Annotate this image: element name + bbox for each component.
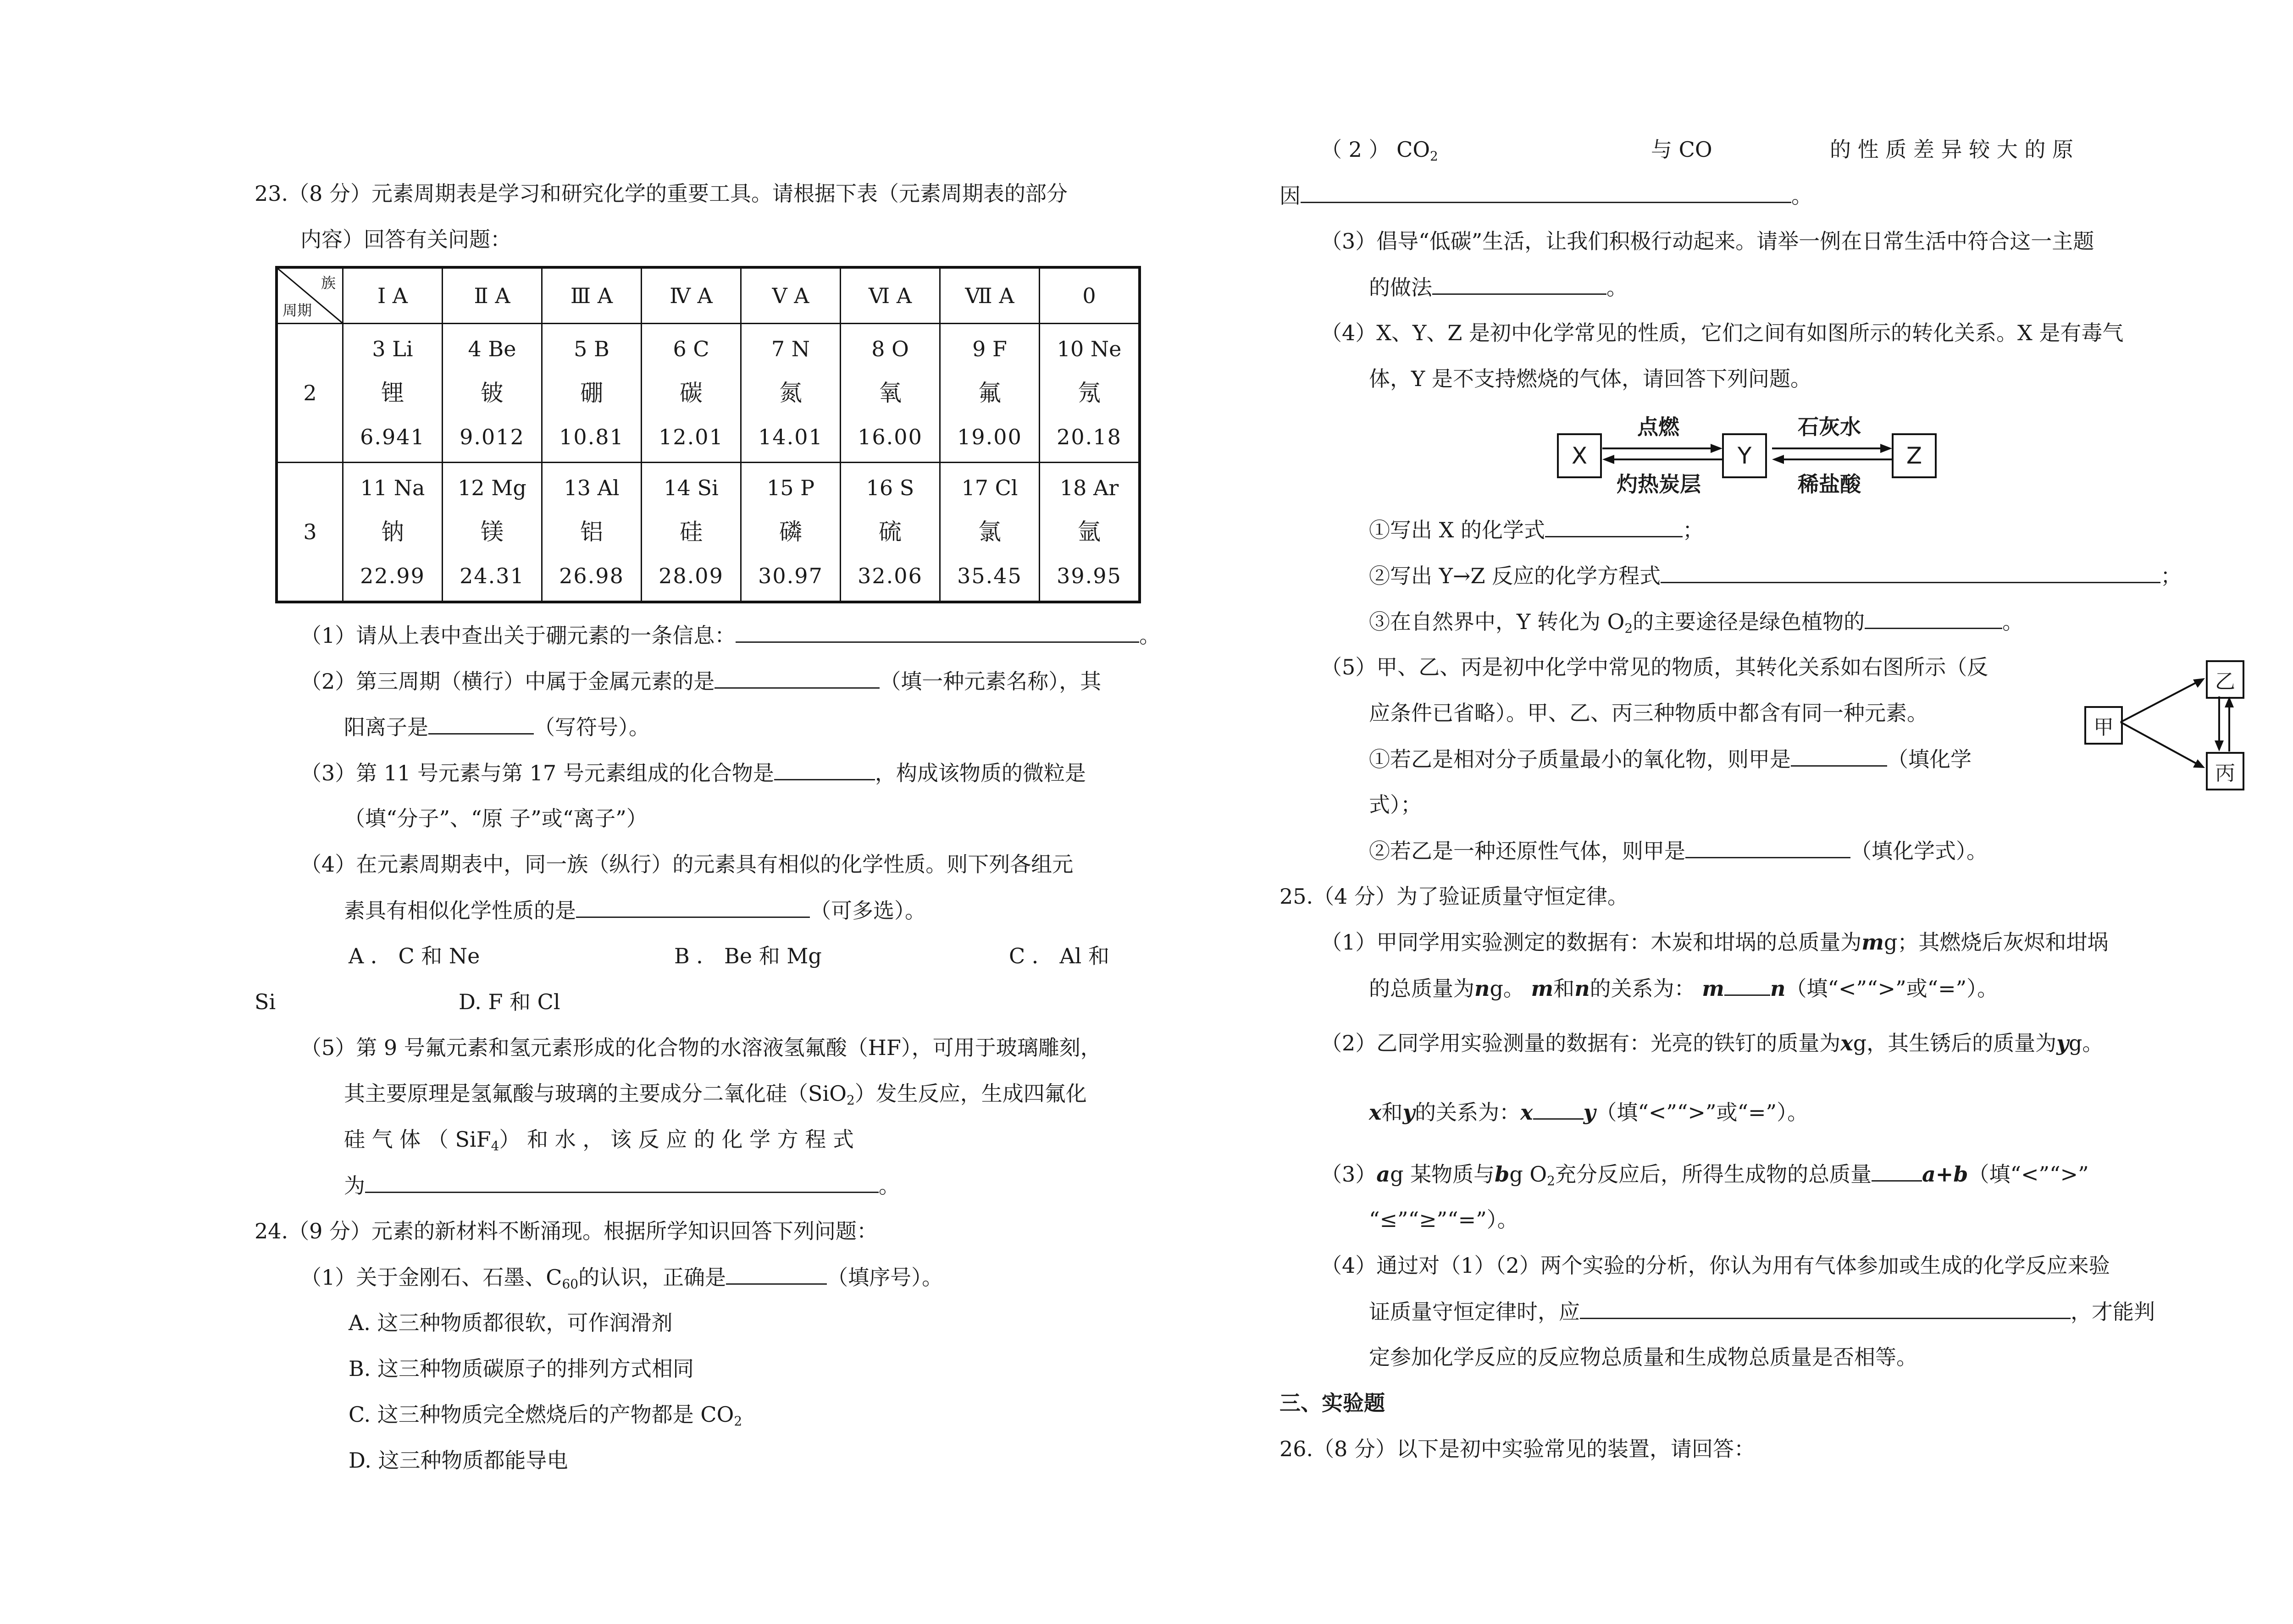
element-symbol: 7 N (771, 337, 810, 361)
answer-blank[interactable] (428, 713, 534, 735)
element-symbol: 3 Li (372, 337, 413, 361)
element-symbol: 4 Be (468, 337, 516, 361)
q25-stem: 25.（4 分）为了验证质量守恒定律。 (1279, 884, 1629, 909)
box-y: Y (1722, 433, 1767, 478)
answer-blank[interactable] (1865, 608, 2002, 629)
q25-part2-line1: （2）乙同学用实验测量的数据有：光亮的铁钉的质量为xg，其生锈后的质量为yg。 (1321, 1031, 2104, 1055)
element-cell (741, 463, 841, 602)
element-mass: 14.01 (758, 425, 823, 449)
q23-part4-line1: （4）在元素周期表中，同一族（纵行）的元素具有相似的化学性质。则下列各组元 (300, 852, 1074, 877)
answer-blank[interactable] (774, 759, 875, 780)
answer-blank[interactable] (714, 667, 880, 689)
element-cell (841, 463, 940, 602)
q23-option-d: D. F 和 Cl (459, 989, 560, 1014)
box-x: X (1557, 433, 1602, 478)
q24-option-c: C. 这三种物质完全燃烧后的产物都是 $CO_2$ (349, 1402, 742, 1429)
answer-blank[interactable] (1580, 1298, 2071, 1319)
element-name: 碳 (680, 380, 703, 406)
q24-part4-q1: ①写出 X 的化学式 ； (1369, 516, 1704, 544)
q23-option-c-cont: Si (255, 989, 276, 1014)
q23-part5-line4: 为 。 (344, 1171, 900, 1199)
answer-blank[interactable] (1301, 182, 1791, 203)
q23-part1: （1）请从上表中查出关于硼元素的一条信息： 。 (300, 621, 1160, 649)
element-symbol: 9 F (972, 337, 1007, 361)
element-name: 铍 (481, 380, 504, 406)
element-mass: 9.012 (460, 425, 525, 449)
group-header: Ⅰ A (343, 267, 443, 324)
group-header: Ⅶ A (940, 267, 1040, 324)
element-mass: 16.00 (858, 425, 923, 449)
group-header: Ⅴ A (741, 267, 841, 324)
group-header: Ⅲ A (542, 267, 642, 324)
answer-blank[interactable] (1533, 1098, 1584, 1120)
element-name: 镁 (481, 519, 504, 545)
q24-part5-line2: 应条件已省略）。甲、乙、丙三种物质中都含有同一种元素。 (1369, 701, 1928, 725)
element-name: 磷 (779, 519, 802, 545)
label-ignite: 点燃 (1637, 414, 1679, 439)
element-cell (841, 324, 940, 463)
q24-part5-line4: 式）； (1369, 792, 1422, 817)
q24-option-d: D. 这三种物质都能导电 (349, 1448, 568, 1473)
answer-blank[interactable] (1724, 974, 1770, 996)
element-mass: 10.81 (559, 425, 624, 449)
element-name: 锂 (381, 380, 404, 406)
box-yi: 乙 (2206, 660, 2244, 699)
q23-part4-line2: 素具有相似化学性质的是 （可多选）。 (344, 896, 926, 924)
label-dilute-hcl: 稀盐酸 (1798, 472, 1861, 497)
corner-period-label: 周期 (282, 302, 312, 319)
q25-part1-line2: 的总质量为ng。 m和n的关系为： m n（填“<”“>”或“=”）。 (1369, 974, 1998, 1002)
q24-part3-line1: （3）倡导“低碳”生活，让我们积极行动起来。请举一例在日常生活中符合这一主题 (1321, 229, 2094, 254)
element-cell (1040, 463, 1140, 602)
box-bing: 丙 (2206, 752, 2244, 790)
group-header: Ⅳ A (642, 267, 741, 324)
answer-blank[interactable] (1545, 516, 1683, 537)
element-name: 氯 (978, 519, 1001, 545)
answer-blank[interactable] (576, 896, 810, 918)
table-corner-cell (277, 267, 343, 324)
answer-blank[interactable] (365, 1171, 879, 1193)
element-name: 氩 (1078, 519, 1101, 545)
periodic-table (275, 266, 1141, 603)
q23-part5-line2: 其主要原理是氢氟酸与玻璃的主要成分二氧化硅（SiO$_2$）发生反应，生成四氟化 (344, 1081, 1087, 1108)
q23-stem-line2: 内容）回答有关问题： (300, 227, 511, 252)
element-symbol: 16 S (866, 475, 914, 500)
q24-part2-b: 与 CO (1651, 137, 1712, 162)
q23-option-c: C ． Al 和 (1009, 944, 1109, 968)
arrow-y-z (1770, 440, 1894, 468)
element-name: 钠 (381, 519, 404, 545)
element-symbol: 11 Na (360, 475, 425, 500)
element-cell (443, 324, 542, 463)
group-header: Ⅱ A (443, 267, 542, 324)
element-symbol: 14 Si (664, 475, 719, 500)
group-header: Ⅵ A (841, 267, 940, 324)
element-cell (542, 463, 642, 602)
element-cell (642, 324, 741, 463)
element-name: 铝 (580, 519, 603, 545)
element-mass: 39.95 (1057, 563, 1122, 588)
element-mass: 30.97 (758, 563, 823, 588)
q25-part4-line3: 定参加化学反应的反应物总质量和生成物总质量是否相等。 (1369, 1345, 1917, 1370)
q25-part3-line1: （3）ag 某物质与bg $O_2$充分反应后，所得生成物的总质量 a+b（填“<”“>” (1321, 1160, 2089, 1195)
element-mass: 28.09 (659, 563, 724, 588)
q26-stem: 26.（8 分）以下是初中实验常见的装置，请回答： (1279, 1436, 1756, 1461)
q23-part5-line1: （5）第 9 号氟元素和氢元素形成的化合物的水溶液氢氟酸（HF），可用于玻璃雕刻， (300, 1035, 1102, 1060)
element-mass: 20.18 (1057, 425, 1122, 449)
section-heading: 三、实验题 (1279, 1391, 1385, 1415)
q24-part5-line5: ②若乙是一种还原性气体，则甲是 （填化学式）。 (1369, 837, 1988, 865)
element-cell (741, 324, 841, 463)
q24-part4-line1: （4）X、Y、Z 是初中化学常见的性质，它们之间有如图所示的转化关系。X 是有毒气 (1321, 320, 2124, 345)
corner-group-label: 族 (321, 274, 336, 292)
element-symbol: 15 P (766, 475, 815, 500)
q23-option-b: B ． Be 和 Mg (674, 944, 822, 968)
q24-option-b: B. 这三种物质碳原子的排列方式相同 (349, 1356, 694, 1381)
q24-option-a: A. 这三种物质都很软，可作润滑剂 (349, 1310, 673, 1335)
element-mass: 26.98 (559, 563, 624, 588)
element-mass: 22.99 (360, 563, 425, 588)
q24-part4-line2: 体，Y 是不支持燃烧的气体，请回答下列问题。 (1369, 366, 1811, 391)
q25-part3-line2: “≤”“≥”“=”）。 (1369, 1207, 1518, 1232)
q23-part5-line3: 硅 气 体 （ SiF$_4$） 和 水 ， 该 反 应 的 化 学 方 程 式 (344, 1127, 854, 1154)
q25-part4-line1: （4）通过对（1）（2）两个实验的分析，你认为用有气体参加或生成的化学反应来验 (1321, 1253, 2110, 1278)
q25-part1-line1: （1）甲同学用实验测定的数据有：木炭和坩埚的总质量为mg；其燃烧后灰烬和坩埚 (1321, 930, 2109, 955)
element-symbol: 5 B (574, 337, 609, 361)
element-cell (642, 463, 741, 602)
element-name: 硼 (580, 380, 603, 406)
element-name: 硫 (879, 519, 902, 545)
q24-part2-a: （ 2 ） $CO_2$ (1321, 137, 1438, 164)
q24-part1: （1）关于金刚石、石墨、$C_{60}$的认识，正确是 （填序号）。 (300, 1263, 943, 1298)
element-mass: 35.45 (957, 563, 1022, 588)
period-label: 3 (277, 463, 343, 602)
arrows-yi-bing (2213, 695, 2236, 753)
q24-part4-q2: ②写出 Y→Z 反应的化学方程式 ； (1369, 562, 2182, 590)
q24-part5-line1: （5）甲、乙、丙是初中化学中常见的物质，其转化关系如右图所示（反 (1321, 655, 1988, 679)
element-symbol: 10 Ne (1057, 337, 1122, 361)
element-mass: 12.01 (659, 425, 724, 449)
element-name: 氧 (879, 380, 902, 406)
q24-part2-c: 的 性 质 差 异 较 大 的 原 (1830, 137, 2073, 162)
label-limewater: 石灰水 (1798, 414, 1861, 439)
answer-blank[interactable] (726, 1263, 827, 1285)
q23-part2-line2: 阳离子是 （写符号）。 (344, 713, 650, 741)
answer-blank[interactable] (1791, 745, 1887, 767)
element-symbol: 6 C (673, 337, 709, 361)
element-symbol: 8 O (871, 337, 909, 361)
q23-part2-line1: （2）第三周期（横行）中属于金属元素的是 （填一种元素名称），其 (300, 667, 1101, 695)
element-symbol: 12 Mg (458, 475, 526, 500)
q25-part4-line2: 证质量守恒定律时，应 ，才能判 (1369, 1298, 2155, 1326)
box-jia: 甲 (2084, 706, 2123, 745)
q24-part2-line2: 因 。 (1279, 182, 1812, 210)
element-mass: 6.941 (360, 425, 425, 449)
element-symbol: 18 Ar (1059, 475, 1119, 500)
element-cell (940, 324, 1040, 463)
answer-blank[interactable] (1872, 1160, 1922, 1182)
label-hot-carbon: 灼热炭层 (1617, 472, 1701, 497)
element-name: 氟 (978, 380, 1001, 406)
element-cell (940, 463, 1040, 602)
q24-stem: 24.（9 分）元素的新材料不断涌现。根据所学知识回答下列问题： (255, 1219, 878, 1243)
element-cell (443, 463, 542, 602)
group-header: 0 (1040, 267, 1140, 324)
period-label: 2 (277, 324, 343, 463)
q23-part3-line1: （3）第 11 号元素与第 17 号元素组成的化合物是 ，构成该物质的微粒是 (300, 759, 1086, 787)
q23-option-a: A ． C 和 Ne (349, 944, 480, 968)
arrow-x-y (1601, 440, 1724, 468)
element-mass: 32.06 (858, 563, 923, 588)
q25-part2-line2: x和y的关系为：x y（填“<”“>”或“=”）。 (1369, 1098, 1808, 1126)
element-name: 氖 (1078, 380, 1101, 406)
arrows-jia (2119, 674, 2210, 775)
q24-part3-line2: 的做法 。 (1369, 273, 1628, 301)
q24-part5-line3: ①若乙是相对分子质量最小的氧化物，则甲是 （填化学 (1369, 745, 1972, 773)
element-symbol: 17 Cl (961, 475, 1018, 500)
element-name: 氮 (779, 380, 802, 406)
answer-blank[interactable] (1685, 837, 1850, 858)
answer-blank[interactable] (736, 621, 1139, 643)
box-z: Z (1892, 433, 1937, 478)
element-mass: 19.00 (957, 425, 1022, 449)
q23-part3-line2: （填“分子”、“原 子”或“离子”） (344, 806, 648, 831)
element-mass: 24.31 (460, 563, 525, 588)
answer-blank[interactable] (1661, 562, 2160, 583)
element-cell (343, 463, 443, 602)
q23-stem-line1: 23.（8 分）元素周期表是学习和研究化学的重要工具。请根据下表（元素周期表的部分 (255, 181, 1068, 206)
element-name: 硅 (680, 519, 703, 545)
period-row (277, 463, 1140, 602)
element-cell (343, 324, 443, 463)
element-symbol: 13 Al (564, 475, 620, 500)
q24-part4-q3: ③在自然界中，Y 转化为 $O_2$的主要途径是绿色植物的 。 (1369, 608, 2023, 642)
element-cell (1040, 324, 1140, 463)
answer-blank[interactable] (1432, 273, 1606, 295)
period-row (277, 324, 1140, 463)
element-cell (542, 324, 642, 463)
